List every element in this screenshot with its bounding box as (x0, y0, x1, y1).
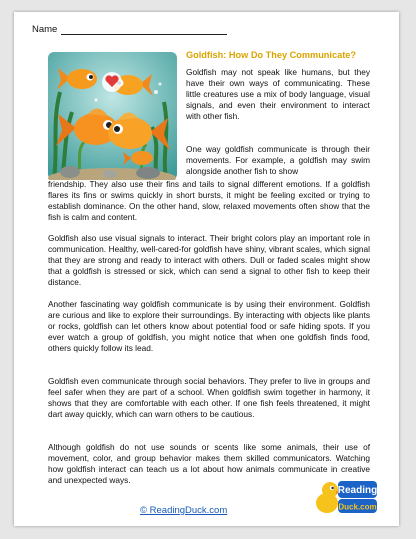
reading-duck-link[interactable]: © ReadingDuck.com (140, 505, 228, 516)
paragraph-3: Goldfish also use visual signals to interact. Their bright colors play an important role in communication. Healthy, well-cared-for goldfish have shiny, vibrant scales, which signal that they are strong and ready to interact with others. Dull or faded scales might show that a goldfish is stressed or sick, which can send a signal to other fish to keep their distance. (48, 233, 370, 287)
goldfish-illustration (48, 52, 177, 180)
paragraph-2-part-1: One way goldfish communicate is through their movements. For example, a goldfish may swim alongside another fish to show (186, 144, 370, 176)
logo-text-top: Reading (337, 485, 378, 496)
paragraph-6: Although goldfish do not use sounds or scents like some animals, their use of movement, color, and group behavior makes them skilled communicators. Watching how goldfish interact can teach us a lot about how animals communicate in creative and unexpected ways. (48, 442, 370, 485)
reading-duck-logo (314, 473, 378, 519)
name-blank-line (61, 25, 227, 35)
paragraph-4: Another fascinating way goldfish communicate is by using their environment. Goldfish are curious and like to explore their surroundings. By interacting with objects like plants or rocks, goldfish can let others know about potential food or safe hiding spots. If you ever watch a group of goldfish, you might notice that when one goldfish finds food, others quickly follow its lead. (48, 299, 370, 353)
paragraph-1: Goldfish may not speak like humans, but they have their own ways of communicating. These little creatures use a mix of body language, visual signals, and even their environment to interact with other fish. (186, 67, 370, 121)
logo-text-bottom: Duck.com (338, 502, 377, 512)
paragraph-2-part-2: friendship. They also use their fins and tails to signal different emotions. If a goldfish flares its fins or swims quickly in short bursts, it might be feeling excited or trying to establish dominance. On the other hand, slow, relaxed movements often show that the fish is calm and content. (48, 179, 370, 222)
worksheet-title: Goldfish: How Do They Communicate? (186, 50, 356, 60)
paragraph-5: Goldfish even communicate through social behaviors. They prefer to live in groups and feel safer when they are part of a school. When goldfish swim together in harmony, it shows that they are comfortable with each other. If one fish feels threatened, it might dart away quickly, which can warn others to be cautious. (48, 376, 370, 419)
name-row (32, 24, 227, 35)
name-label: Name (32, 24, 58, 35)
